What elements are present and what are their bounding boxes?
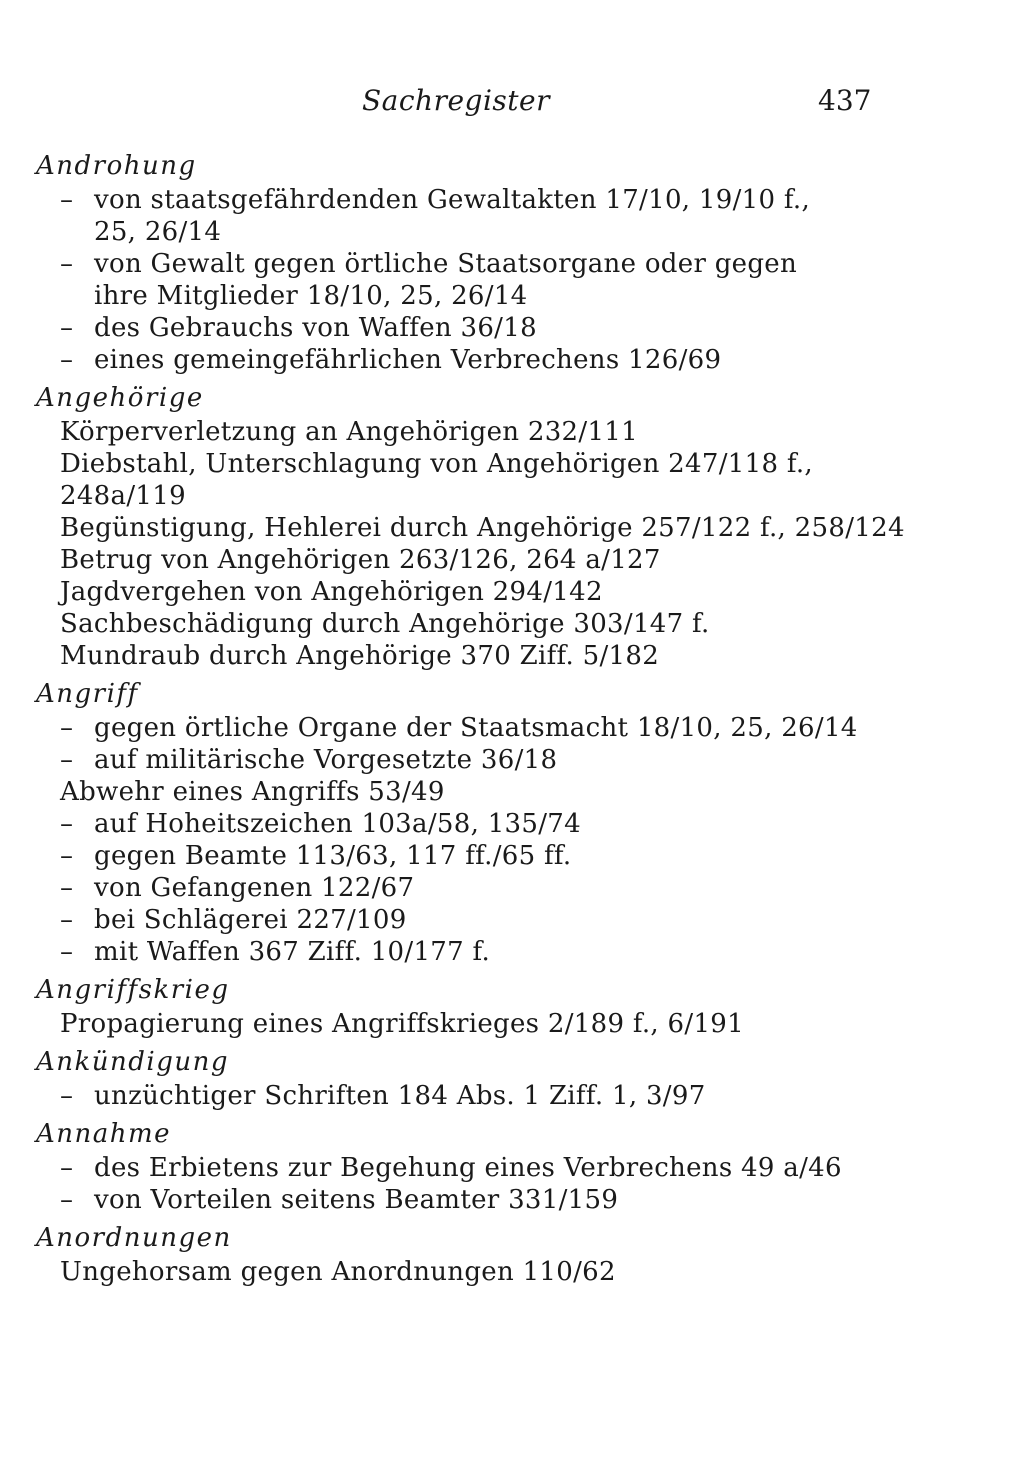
index-heading: Ankündigung [36, 1047, 230, 1077]
index-entry [36, 416, 986, 448]
entry-dash: – [60, 745, 74, 775]
index-entry [36, 904, 986, 936]
entry-text: Propagierung eines Angriffskrieges 2/189 f., 6/191 [60, 1009, 744, 1039]
entry-dash: – [60, 841, 74, 871]
entry-dash: – [60, 905, 74, 935]
entry-text: Begünstigung, Hehlerei durch Angehörige 257/122 f., 258/124 [60, 513, 905, 543]
entry-text: ihre Mitglieder 18/10, 25, 26/14 [94, 281, 528, 311]
entry-dash: – [60, 185, 74, 215]
entry-text: auf militärische Vorgesetzte 36/18 [94, 745, 558, 775]
entry-text: mit Waffen 367 Ziff. 10/177 f. [94, 937, 491, 967]
index-entry [36, 512, 986, 544]
entry-text: bei Schlägerei 227/109 [94, 905, 407, 935]
entry-text: Ungehorsam gegen Anordnungen 110/62 [60, 1257, 616, 1287]
entry-text: 25, 26/14 [94, 217, 222, 247]
index-entry [36, 1008, 986, 1040]
entry-dash: – [60, 313, 74, 343]
index-entry [36, 1152, 986, 1184]
subject-index [36, 150, 986, 1288]
index-entry [36, 312, 986, 344]
entry-text: des Erbietens zur Begehung eines Verbrechens 49 a/46 [94, 1153, 842, 1183]
entry-dash: – [60, 713, 74, 743]
page-number: 437 [818, 84, 872, 117]
index-heading: Androhung [36, 151, 197, 181]
entry-text: des Gebrauchs von Waffen 36/18 [94, 313, 537, 343]
entry-text: Jagdvergehen von Angehörigen 294/142 [60, 577, 603, 607]
entry-dash: – [60, 249, 74, 279]
entry-text: unzüchtiger Schriften 184 Abs. 1 Ziff. 1, 3/97 [94, 1081, 706, 1111]
index-heading: Angriffskrieg [36, 975, 230, 1005]
entry-text: von staatsgefährdenden Gewaltakten 17/10, 19/10 f., [94, 185, 811, 215]
index-heading: Angriff [36, 679, 139, 709]
entry-dash: – [60, 1185, 74, 1215]
index-entry [36, 576, 986, 608]
index-entry [36, 840, 986, 872]
index-entry-continuation [36, 216, 986, 248]
entry-text: von Gewalt gegen örtliche Staatsorgane oder gegen [94, 249, 798, 279]
index-entry-continuation [36, 280, 986, 312]
running-title: Sachregister [362, 84, 550, 117]
index-heading: Anordnungen [36, 1223, 232, 1253]
entry-text: Betrug von Angehörigen 263/126, 264 a/127 [60, 545, 661, 575]
entry-dash: – [60, 1153, 74, 1183]
index-entry [36, 1080, 986, 1112]
entry-text: eines gemeingefährlichen Verbrechens 126/69 [94, 345, 722, 375]
entry-text: Körperverletzung an Angehörigen 232/111 [60, 417, 638, 447]
index-entry [36, 640, 986, 672]
entry-dash: – [60, 1081, 74, 1111]
entry-dash: – [60, 345, 74, 375]
index-entry [36, 808, 986, 840]
index-entry [36, 776, 986, 808]
index-entry [36, 744, 986, 776]
entry-text: auf Hoheitszeichen 103a/58, 135/74 [94, 809, 581, 839]
entry-dash: – [60, 937, 74, 967]
entry-text: Abwehr eines Angriffs 53/49 [60, 777, 445, 807]
index-entry [36, 248, 986, 280]
entry-text: Sachbeschädigung durch Angehörige 303/147 f. [60, 609, 710, 639]
entry-dash: – [60, 809, 74, 839]
index-entry [36, 480, 986, 512]
index-entry [36, 544, 986, 576]
index-entry [36, 1184, 986, 1216]
index-entry [36, 936, 986, 968]
index-entry [36, 184, 986, 216]
entry-text: Diebstahl, Unterschlagung von Angehörigen 247/118 f., [60, 449, 813, 479]
index-entry [36, 448, 986, 480]
index-heading: Annahme [36, 1119, 172, 1149]
index-entry [36, 872, 986, 904]
index-heading: Angehörige [36, 383, 204, 413]
index-entry [36, 344, 986, 376]
entry-dash: – [60, 873, 74, 903]
entry-text: gegen Beamte 113/63, 117 ff./65 ff. [94, 841, 572, 871]
entry-text: Mundraub durch Angehörige 370 Ziff. 5/182 [60, 641, 660, 671]
entry-text: 248a/119 [60, 481, 186, 511]
page-header [0, 84, 1024, 124]
entry-text: von Gefangenen 122/67 [94, 873, 415, 903]
index-entry [36, 712, 986, 744]
entry-text: gegen örtliche Organe der Staatsmacht 18/10, 25, 26/14 [94, 713, 858, 743]
index-entry [36, 608, 986, 640]
entry-text: von Vorteilen seitens Beamter 331/159 [94, 1185, 619, 1215]
index-entry [36, 1256, 986, 1288]
